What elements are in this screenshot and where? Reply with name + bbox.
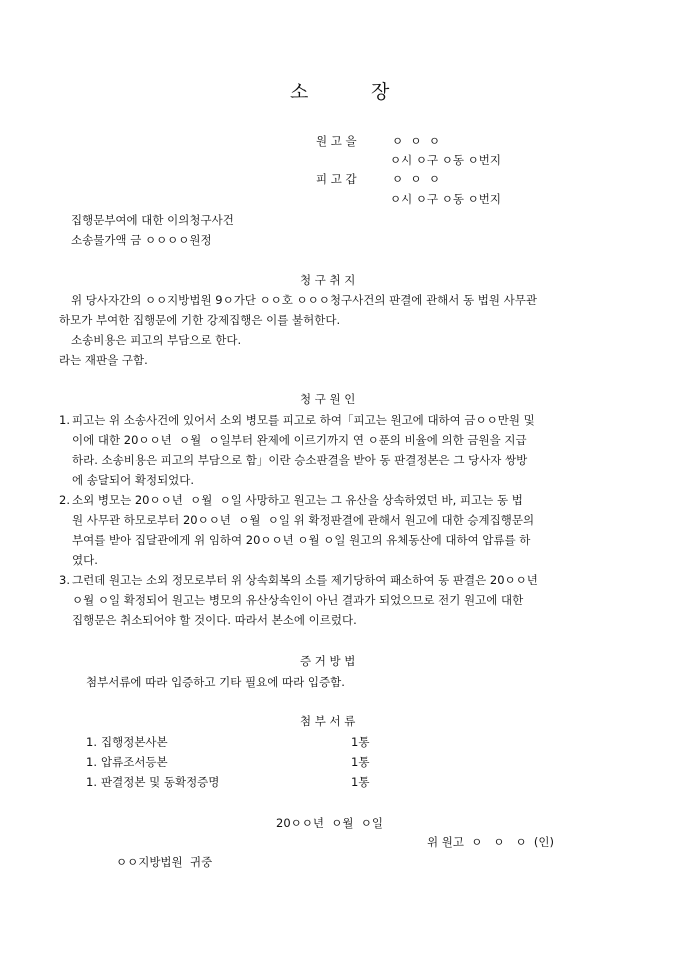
- attachment-marker: 1.: [86, 755, 97, 769]
- title-char-1: 소: [290, 81, 309, 103]
- attachments-heading: 첨 부 서 류: [300, 714, 356, 728]
- plaintiff-name: ㅇ ㅇ ㅇ: [392, 134, 440, 148]
- cause-item-line: 집행문은 취소되어야 할 것이다. 따라서 본소에 이르렀다.: [72, 613, 357, 627]
- purpose-line: 하모가 부여한 집행문에 기한 강제집행은 이를 불허한다.: [59, 313, 341, 327]
- attachment-name: 집행정본사본: [101, 735, 168, 749]
- defendant-address: ㅇ시 ㅇ구 ㅇ동 ㅇ번지: [390, 192, 501, 206]
- cause-item-marker: 3.: [59, 573, 70, 587]
- signature-line: 위 원고 ㅇ ㅇ ㅇ (인): [427, 835, 554, 849]
- plaintiff-label: 원 고 을: [316, 134, 357, 148]
- defendant-label: 피 고 갑: [316, 172, 357, 186]
- cause-item-line: 이에 대한 20ㅇㅇ년 ㅇ월 ㅇ일부터 완제에 이르기까지 연 ㅇ푼의 비율에 의한 금원을 지급: [72, 433, 527, 447]
- evidence-heading: 증 거 방 법: [300, 654, 356, 668]
- attachment-name: 압류조서등본: [101, 755, 168, 769]
- cause-item-line: 에 송달되어 확정되었다.: [72, 473, 195, 487]
- attachment-marker: 1.: [86, 735, 97, 749]
- document-date: 20ㅇㅇ년 ㅇ월 ㅇ일: [276, 816, 384, 830]
- cause-item-line: 부여를 받아 집달관에게 위 임하여 20ㅇㅇ년 ㅇ월 ㅇ일 원고의 유체동산에 대하여 압류를 하: [72, 533, 531, 547]
- claim-amount: 소송물가액 금 ㅇㅇㅇㅇ원정: [71, 233, 212, 247]
- evidence-text: 첨부서류에 따라 입증하고 기타 필요에 따라 입증함.: [86, 675, 345, 689]
- plaintiff-address: ㅇ시 ㅇ구 ㅇ동 ㅇ번지: [390, 153, 501, 167]
- purpose-line: 라는 재판을 구함.: [59, 353, 148, 367]
- cause-item-line: 피고는 위 소송사건에 있어서 소외 병모를 피고로 하여「피고는 원고에 대하여 금ㅇㅇ만원 및: [72, 413, 535, 427]
- cause-item-marker: 1.: [59, 413, 70, 427]
- purpose-line: 소송비용은 피고의 부담으로 한다.: [71, 333, 242, 347]
- attachment-count: 1통: [351, 775, 370, 789]
- attachment-marker: 1.: [86, 775, 97, 789]
- cause-item-marker: 2.: [59, 493, 70, 507]
- court-addressee: ㅇㅇ지방법원 귀중: [116, 855, 213, 869]
- purpose-line: 위 당사자간의 ㅇㅇ지방법원 9ㅇ가단 ㅇㅇ호 ㅇㅇㅇ청구사건의 판결에 관해서 동 법원 사무관: [71, 293, 538, 307]
- cause-item-line: 그런데 원고는 소외 정모로부터 위 상속회복의 소를 제기당하여 패소하여 동 판결은 20ㅇㅇ년: [72, 573, 538, 587]
- purpose-heading: 청 구 취 지: [300, 273, 356, 287]
- cause-item-line: ㅇ월 ㅇ일 확정되어 원고는 병모의 유산상속인이 아닌 결과가 되었으므로 전기 원고에 대한: [72, 593, 524, 607]
- attachment-name: 판결정본 및 동확정증명: [101, 775, 220, 789]
- attachment-count: 1통: [351, 735, 370, 749]
- cause-item-line: 소외 병모는 20ㅇㅇ년 ㅇ월 ㅇ일 사망하고 원고는 그 유산을 상속하였던 바, 피고는 동 법: [72, 493, 523, 507]
- defendant-name: ㅇ ㅇ ㅇ: [392, 172, 440, 186]
- cause-item-line: 원 사무관 하모로부터 20ㅇㅇ년 ㅇ월 ㅇ일 위 확정판결에 관해서 원고에 대한 승계집행문의: [72, 513, 535, 527]
- cause-heading: 청 구 원 인: [300, 392, 356, 406]
- title-char-2: 장: [371, 81, 390, 103]
- cause-item-line: 하라. 소송비용은 피고의 부담으로 함」이란 승소판결을 받아 동 판결정본은 그 당사자 쌍방: [72, 453, 528, 467]
- case-name: 집행문부여에 대한 이의청구사건: [71, 213, 234, 227]
- attachment-count: 1통: [351, 755, 370, 769]
- cause-item-line: 였다.: [72, 553, 98, 567]
